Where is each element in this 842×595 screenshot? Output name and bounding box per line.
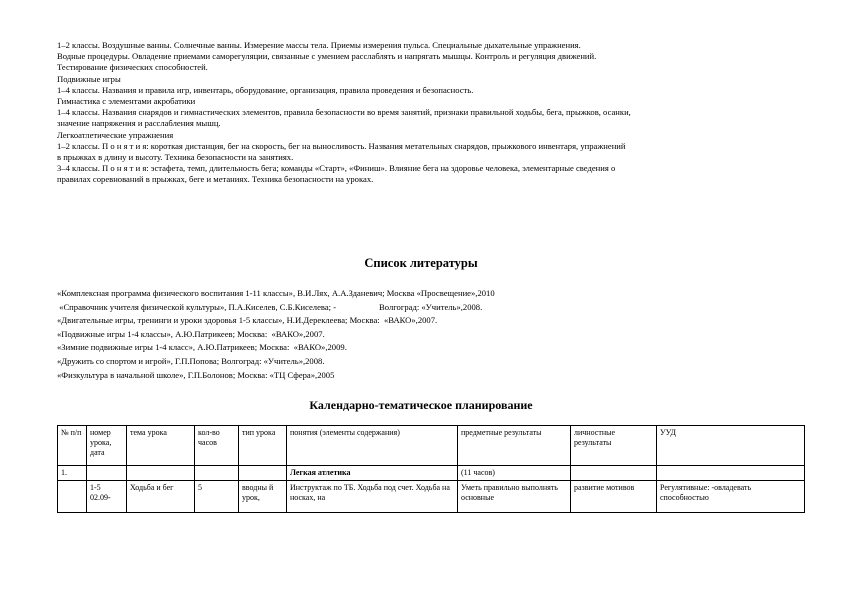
- topic-cell: Ходьба и бег: [127, 481, 195, 513]
- empty-cell: [195, 466, 239, 481]
- literature-heading: Список литературы: [364, 256, 478, 270]
- empty-cell: [58, 481, 87, 513]
- intro-section: [57, 40, 802, 186]
- empty-cell: [239, 466, 287, 481]
- empty-cell: [87, 466, 127, 481]
- hours-cell: 5: [195, 481, 239, 513]
- header-cell: тема урока: [127, 426, 195, 466]
- section-hours: (11 часов): [458, 466, 571, 481]
- table-row: [58, 481, 805, 513]
- empty-cell: [571, 466, 657, 481]
- header-cell: номер урока, дата: [87, 426, 127, 466]
- intro-line: 1–4 классы. Названия и правила игр, инвентарь, оборудование, организация, правила проведения и безопасность.: [57, 84, 474, 95]
- subject-results-cell: Уметь правильно выполнять основные: [458, 481, 571, 513]
- intro-line: значение напряжения и расслабления мышц.: [57, 118, 221, 129]
- intro-line: правилах соревнований в прыжках, беге и метаниях. Техника безопасности на уроках.: [57, 174, 374, 185]
- section-title: Легкая атлетика: [287, 466, 458, 481]
- intro-line: в прыжках в длину и высоту. Техника безопасности на занятиях.: [57, 152, 294, 163]
- literature-item: «Физкультура в начальной школе», Г.П.Болонов; Москва: «ТЦ Сфера»,2005: [57, 369, 335, 380]
- personal-results-cell: развитие мотивов: [571, 481, 657, 513]
- header-cell: кол-во часов: [195, 426, 239, 466]
- type-cell: вводны й урок,: [239, 481, 287, 513]
- planning-table: [57, 425, 805, 513]
- empty-cell: [657, 466, 805, 481]
- table-row: [58, 466, 805, 481]
- intro-line: Подвижные игры: [57, 73, 121, 84]
- intro-line: 1–2 классы. П о н я т и я: короткая дистанция, бег на скорость, бег на выносливость. Названия метательных снарядов, прыжкового инвентаря, упражнений: [57, 140, 626, 151]
- section-number: 1.: [58, 466, 87, 481]
- intro-line: 1–2 классы. Воздушные ванны. Солнечные ванны. Измерение массы тела. Приемы измерения пульса. Специальные дыхательные упражнения.: [57, 40, 581, 50]
- intro-line: Легкоатлетические упражнения: [57, 129, 174, 140]
- table-header-row: [58, 426, 805, 466]
- intro-line: Гимнастика с элементами акробатики: [57, 96, 196, 107]
- intro-line: Тестирование физических способностей.: [57, 62, 208, 73]
- literature-item: «Подвижные игры 1-4 классы», А.Ю.Патрикеев; Москва: «ВАКО»,2007.: [57, 328, 325, 339]
- literature-item: «Зимние подвижные игры 1-4 класс», А.Ю.Патрикеев; Москва: «ВАКО»,2009.: [57, 342, 347, 353]
- header-cell: предметные результаты: [458, 426, 571, 466]
- header-cell: № п/п: [58, 426, 87, 466]
- concepts-cell: Инструктаж по ТБ. Ходьба под счет. Ходьба на носках, на: [287, 481, 458, 513]
- intro-line: Водные процедуры. Овладение приемами саморегуляции, связанные с умением расслаблять и напрягать мышцы. Контроль и регуляция движений.: [57, 51, 597, 62]
- literature-item: «Дружить со спортом и игрой», Г.П.Попова; Волгоград: «Учитель»,2008.: [57, 355, 325, 366]
- header-cell: УУД: [657, 426, 805, 466]
- literature-item: «Справочник учителя физической культуры», П.А.Киселев, С.Б.Киселева; - Волгоград: «Учитель»,2008.: [57, 301, 483, 312]
- literature-list: [57, 287, 495, 382]
- lesson-number-cell: 1-5 02.09-: [87, 481, 127, 513]
- intro-line: 1–4 классы. Названия снарядов и гимнастических элементов, правила безопасности во время занятий, признаки правильной ходьбы, бега, прыжков, осанки,: [57, 107, 631, 118]
- literature-item: «Двигательные игры, тренинги и уроки здоровья 1-5 классы», Н.И.Дереклеева; Москва: «ВАКО»,2007.: [57, 315, 438, 326]
- header-cell: тип урока: [239, 426, 287, 466]
- header-cell: понятия (элементы содержания): [287, 426, 458, 466]
- plan-heading: Календарно-тематическое планирование: [309, 398, 533, 412]
- empty-cell: [127, 466, 195, 481]
- intro-line: 3–4 классы. П о н я т и я: эстафета, темп, длительность бега; команды «Старт», «Финиш». Влияние бега на здоровье человека, элементарные сведения о: [57, 163, 616, 174]
- uud-cell: Регулятивные: -овладевать способностью: [657, 481, 805, 513]
- literature-item: «Комплексная программа физического воспитания 1-11 классы», В.И.Лях, А.А.Зданевич; Москва «Просвещение»,2010: [57, 288, 495, 298]
- header-cell: личностные результаты: [571, 426, 657, 466]
